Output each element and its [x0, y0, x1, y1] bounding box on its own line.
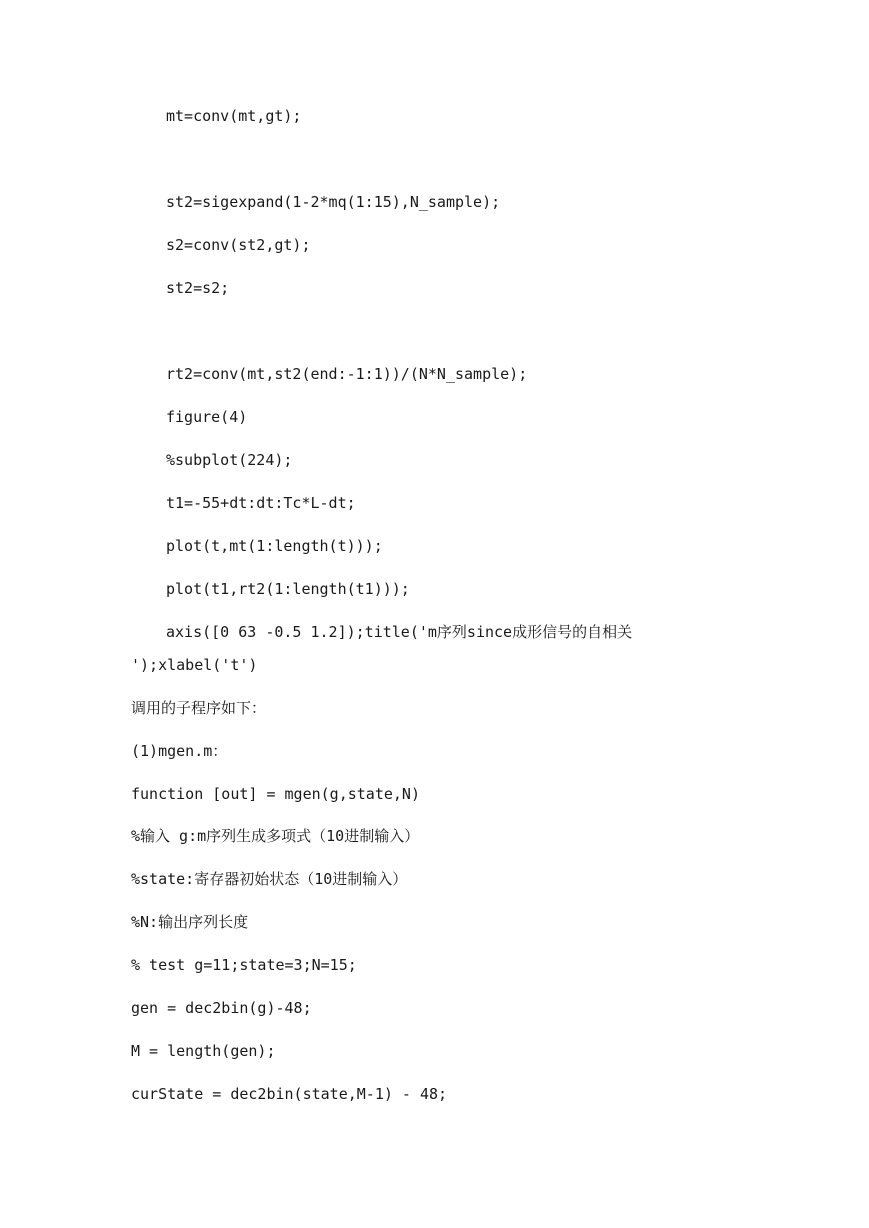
- section-heading: 调用的子程序如下：: [131, 699, 267, 717]
- code-line: (1)mgen.m：: [131, 742, 228, 760]
- code-line: function [out] = mgen(g,state,N): [131, 785, 420, 803]
- code-line: %state:寄存器初始状态（10进制输入）: [131, 870, 408, 888]
- code-line: % test g=11;state=3;N=15;: [131, 956, 357, 974]
- code-line: s2=conv(st2,gt);: [166, 236, 311, 254]
- code-line: rt2=conv(mt,st2(end:-1:1))/(N*N_sample);: [166, 365, 528, 383]
- code-line: plot(t1,rt2(1:length(t1)));: [166, 580, 410, 598]
- code-line: st2=s2;: [166, 279, 230, 297]
- code-line: %subplot(224);: [166, 451, 293, 469]
- code-line: mt=conv(mt,gt);: [166, 107, 302, 125]
- code-line: gen = dec2bin(g)-48;: [131, 999, 312, 1017]
- code-line: %N:输出序列长度: [131, 913, 249, 931]
- code-line: M = length(gen);: [131, 1042, 276, 1060]
- code-line: plot(t,mt(1:length(t)));: [166, 537, 383, 555]
- code-line: st2=sigexpand(1-2*mq(1:15),N_sample);: [166, 193, 501, 211]
- code-line: curState = dec2bin(state,M-1) - 48;: [131, 1085, 448, 1103]
- code-line: t1=-55+dt:dt:Tc*L-dt;: [166, 494, 356, 512]
- code-line: figure(4): [166, 408, 248, 426]
- code-line: %输入 g:m序列生成多项式（10进制输入）: [131, 827, 420, 845]
- code-line: ');xlabel('t'): [131, 656, 258, 674]
- code-line: axis([0 63 -0.5 1.2]);title('m序列since成形信号的自相关: [166, 623, 633, 641]
